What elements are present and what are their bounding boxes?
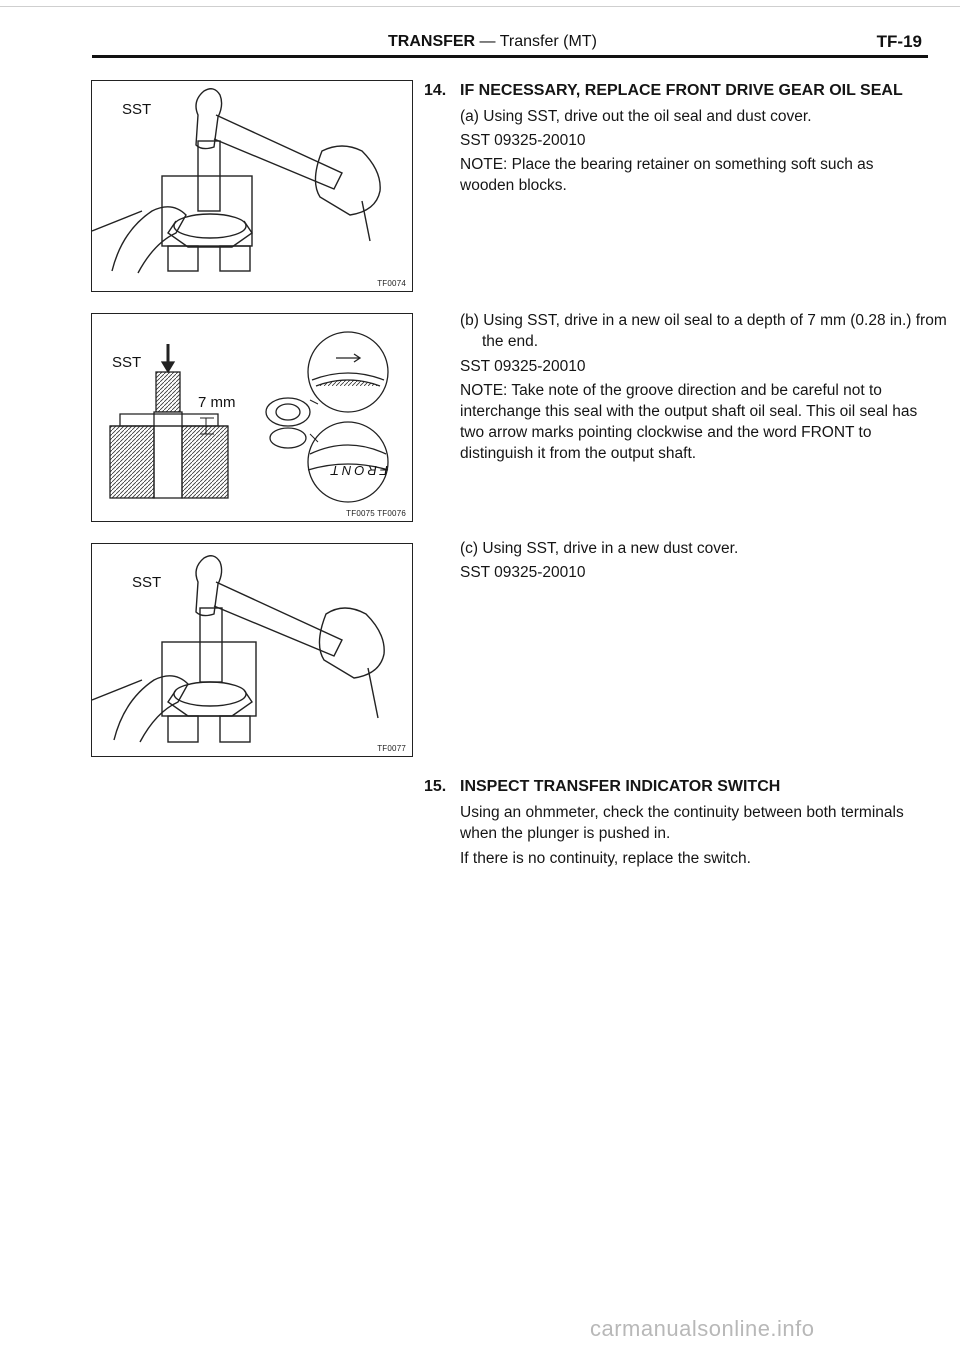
step-14b-note: NOTE: Take note of the groove direction and be careful not to interchange this seal with the output shaft oil seal. This oil seal has two arrow marks pointing clockwise and the word FRONT to distinguish it from the output shaft. xyxy=(460,382,918,462)
step-14c-sst: SST 09325-20010 xyxy=(460,564,586,581)
step-14a-text: (a) Using SST, drive out the oil seal and dust cover. xyxy=(460,108,812,125)
step-14c-text: (c) Using SST, drive in a new dust cover. xyxy=(460,540,739,557)
figure-drive-in-dust-cover xyxy=(91,543,413,757)
sst-label: SST xyxy=(122,101,152,118)
step-14a-note: NOTE: Place the bearing retainer on something soft such as wooden blocks. xyxy=(460,156,874,194)
seal-depth-illustration xyxy=(92,314,412,521)
figure-code: TF0074 xyxy=(377,279,406,288)
figure-code: TF0075 TF0076 xyxy=(346,509,406,518)
section-title-bold: TRANSFER xyxy=(388,33,476,50)
seal-depth-label: 7 mm xyxy=(198,394,236,411)
step-14b-text: (b) Using SST, drive in a new oil seal to a depth of 7 mm (0.28 in.) from the end. xyxy=(460,312,947,350)
figure-code: TF0077 xyxy=(377,744,406,753)
sst-label: SST xyxy=(132,574,162,591)
instructions-column xyxy=(424,0,947,1356)
figure-drive-in-seal xyxy=(91,313,413,522)
sst-label: SST xyxy=(112,354,142,371)
step-14a-sst: SST 09325-20010 xyxy=(460,132,586,149)
step-15-title: INSPECT TRANSFER INDICATOR SWITCH xyxy=(460,778,781,795)
watermark-text: carmanualsonline.info xyxy=(590,1316,815,1341)
front-marking-label: FRONT xyxy=(328,463,388,478)
step-14b-sst: SST 09325-20010 xyxy=(460,358,586,375)
step-14-title: IF NECESSARY, REPLACE FRONT DRIVE GEAR OIL SEAL xyxy=(460,82,903,99)
page-number: TF-19 xyxy=(876,32,922,51)
figure-drive-out-seal xyxy=(91,80,413,292)
step-15-number: 15. xyxy=(424,778,447,795)
step-15-paragraph-2: If there is no continuity, replace the switch. xyxy=(460,850,751,867)
section-title-rest: — Transfer (MT) xyxy=(475,33,597,50)
step-14-number: 14. xyxy=(424,82,447,99)
step-15-paragraph-1: Using an ohmmeter, check the continuity between both terminals when the plunger is pushed in. xyxy=(460,804,904,842)
